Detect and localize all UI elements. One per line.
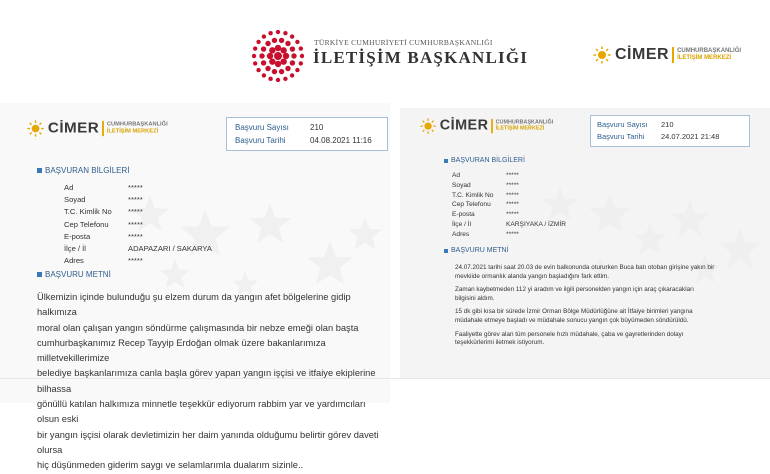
cimer-divider <box>672 47 674 63</box>
cimer-logo-top <box>593 46 741 64</box>
field-label: T.C. Kimlik No <box>64 207 112 217</box>
logo-dot <box>261 60 266 65</box>
section-label: BAŞVURAN BİLGİLERİ <box>451 157 525 164</box>
cimer-logo-right <box>420 118 553 134</box>
logo-dot <box>265 66 270 71</box>
field-label: Soyad <box>452 181 471 189</box>
right-application-info-box <box>590 115 750 147</box>
text-line: cumhurbaşkanımız Recep Tayyip Erdoğan olmak üzere bakanlarımıza milletvekillerimize <box>37 337 326 364</box>
logo-dot <box>252 54 256 58</box>
cimer-name: CİMER <box>47 120 100 137</box>
logo-dot <box>256 68 260 72</box>
field-value: ***** <box>128 231 143 241</box>
logo-dot <box>285 66 290 71</box>
logo-dot <box>290 73 294 77</box>
cimer-logo-left <box>27 120 168 137</box>
field-label: Soyad <box>64 195 86 205</box>
text-line: hiç düşünmeden giderim saygı ve selamlarımla dualarım sizinle.. <box>37 460 304 471</box>
logo-dot <box>272 38 277 43</box>
logo-dot <box>290 60 295 65</box>
left-applicant-section-title <box>37 166 129 175</box>
star-icon <box>348 217 382 250</box>
application-date: 24.07.2021 21:48 <box>661 132 720 141</box>
field-value: ***** <box>506 211 519 219</box>
field-value: ***** <box>506 191 519 199</box>
application-date-label: Başvuru Tarihi <box>597 132 645 141</box>
section-label: BAŞVURU METNİ <box>451 247 509 254</box>
sun-icon <box>27 120 44 137</box>
logo-dot <box>256 40 260 44</box>
field-value: ***** <box>128 219 143 229</box>
logo-dot <box>276 78 280 82</box>
section-label: BAŞVURU METNİ <box>45 270 111 279</box>
field-label: Cep Telefonu <box>452 201 491 209</box>
field-label: Adres <box>452 230 470 238</box>
logo-dot <box>280 47 286 53</box>
logo-dot <box>300 54 304 58</box>
logo-dot <box>259 53 264 58</box>
text-line: Ülkemizin içinde bulunduğu şu elzem durum da yangın afet bölgelerine gidip halkımıza <box>37 292 351 318</box>
logo-dot <box>275 45 281 51</box>
field-value: ***** <box>128 207 143 217</box>
logo-dot <box>253 46 257 50</box>
logo-dot <box>295 68 299 72</box>
logo-dot <box>261 46 266 51</box>
text-line: teşekkürlerimi iletmek istiyorum. <box>455 339 545 347</box>
paragraph <box>455 331 755 348</box>
logo-dot <box>262 34 266 38</box>
field-value: KARŞIYAKA / İZMİR <box>506 221 566 228</box>
field-label: İlçe / İl <box>64 244 86 253</box>
logo-dot <box>299 61 303 65</box>
logo-dot <box>283 77 287 81</box>
cimer-sub1: CUMHURBAŞKANLIĞI <box>106 121 168 128</box>
logo-dot <box>265 41 270 46</box>
section-label: BAŞVURAN BİLGİLERİ <box>45 166 130 175</box>
cimer-name: CİMER <box>439 118 489 134</box>
left-text-section-title <box>37 270 111 279</box>
logo-dot <box>253 61 257 65</box>
text-line: müdahale etmeye başladı ve müdahale sonucu yangın çok büyümeden söndürüldü. <box>455 316 689 324</box>
left-application-info-box <box>226 117 388 151</box>
bullet-icon <box>37 272 42 277</box>
cimer-sub1: CUMHURBAŞKANLIĞI <box>495 119 554 126</box>
bullet-icon <box>444 159 448 163</box>
logo-dot <box>279 38 284 43</box>
logo-dot <box>268 77 272 81</box>
right-application-text <box>455 264 755 348</box>
field-label: E-posta <box>452 211 475 219</box>
field-value: ***** <box>506 172 519 179</box>
logo-dot <box>283 31 287 35</box>
cimer-name: CİMER <box>615 46 670 63</box>
logo-dot <box>269 58 275 64</box>
bullet-icon <box>37 168 42 173</box>
field-label: İlçe / İl <box>452 221 472 228</box>
logo-dot <box>285 41 290 46</box>
sun-icon <box>420 118 436 134</box>
text-line: bilgisini aldım. <box>455 294 495 302</box>
logo-dot <box>276 30 280 34</box>
text-line: gönüllü katılan halkımıza minnetle teşekkür ediyorum rabbim yar ve yardımcıları olsun eski <box>37 399 366 425</box>
field-label: Ad <box>452 172 461 179</box>
star-icon <box>633 222 667 255</box>
cimer-sub2: İLETİŞİM MERKEZİ <box>106 128 159 135</box>
field-value: ***** <box>506 230 519 238</box>
iletisim-baskanligi-logo-icon <box>252 30 304 82</box>
application-no-label: Başvuru Sayısı <box>235 123 289 132</box>
text-line: 24.07.2021 tarihi saat 20.03 de evin balkonunda otururken Buca batı otoban girişine yakın bir <box>455 264 715 271</box>
logo-dot <box>272 69 277 74</box>
paragraph <box>455 308 755 325</box>
cimer-subtitle <box>107 122 168 135</box>
cimer-sub2: İLETİŞİM MERKEZİ <box>677 55 732 61</box>
logo-dot <box>283 53 289 59</box>
field-value: ***** <box>128 195 143 205</box>
field-value: ***** <box>506 201 519 209</box>
star-icon <box>543 187 577 220</box>
star-icon <box>160 259 190 288</box>
logo-dot <box>290 46 295 51</box>
ministry-line: TÜRKİYE CUMHURİYETİ CUMHURBAŞKANLIĞI <box>314 38 493 47</box>
text-line: 15 dk gibi kısa bir sürede İzmir Orman Bölge Müdürlüğüne ait İtfaiye birimleri yangına <box>455 308 693 316</box>
logo-dot <box>280 58 286 64</box>
star-icon <box>249 203 291 243</box>
field-value: ***** <box>506 181 519 189</box>
field-label: E-posta <box>64 231 91 241</box>
right-text-section-title <box>444 247 509 254</box>
field-value: ***** <box>128 256 143 266</box>
star-icon <box>307 241 353 284</box>
logo-dot <box>290 34 294 38</box>
paragraph <box>455 264 755 281</box>
cimer-sub2: İLETİŞİM MERKEZİ <box>495 126 545 132</box>
right-applicant-section-title <box>444 157 525 164</box>
star-icon <box>719 228 761 268</box>
text-line: moral olan çalışan yangın söndürme çalışmasında bir nebze emeği olan başta <box>37 322 359 333</box>
bullet-icon <box>444 249 448 253</box>
text-line: bir yangın işçisi olarak devletimizin her daim yanında olduğumu belirtir görev daveti olursa <box>37 429 379 455</box>
application-no: 210 <box>310 123 324 132</box>
cimer-divider <box>491 119 493 133</box>
field-label: Adres <box>64 256 84 266</box>
field-label: Ad <box>64 183 74 192</box>
logo-dot <box>275 61 281 67</box>
application-date: 04.08.2021 11:16 <box>310 136 372 145</box>
logo-dot <box>295 40 299 44</box>
logo-dot <box>262 73 266 77</box>
application-no: 210 <box>661 120 674 129</box>
logo-dot <box>268 31 272 35</box>
field-value: ***** <box>128 183 143 192</box>
page-title: İLETİŞİM BAŞKANLIĞI <box>313 48 529 67</box>
star-icon <box>671 200 709 236</box>
logo-dot <box>279 69 284 74</box>
application-date-label: Başvuru Tarihi <box>235 136 286 145</box>
text-line: belediye başkanlarımıza canla başla görev yapan yangın işçisi ve itfaiye ekiplerine bilhassa <box>37 368 376 394</box>
field-label: Cep Telefonu <box>64 219 109 229</box>
text-line: mevkiide ormanlık alanda yangın başladığını fark ettim. <box>455 272 610 280</box>
logo-dot <box>299 46 303 50</box>
logo-dot <box>269 47 275 53</box>
field-value: ADAPAZARI / SAKARYA <box>128 244 212 253</box>
left-application-text <box>37 290 387 474</box>
logo-dot <box>291 53 296 58</box>
sun-icon <box>593 46 611 64</box>
application-no-label: Başvuru Sayısı <box>597 120 648 129</box>
cimer-sub1: CUMHURBAŞKANLIĞI <box>677 48 742 54</box>
cimer-subtitle <box>496 120 554 133</box>
star-icon <box>589 193 631 233</box>
paragraph <box>455 286 755 303</box>
cimer-divider <box>102 121 104 136</box>
logo-dot <box>267 53 273 59</box>
text-line: Zaman kaybetmeden 112 yi aradım ve ilgili personelden yangın için araç çıkaracakları <box>455 286 694 294</box>
cimer-subtitle <box>677 48 741 62</box>
field-label: T.C. Kimlik No <box>452 191 494 199</box>
text-line: Faaliyette görev alan tüm personele hızlı müdahale, çaba ve gayretlerinden dolayı <box>455 330 684 338</box>
